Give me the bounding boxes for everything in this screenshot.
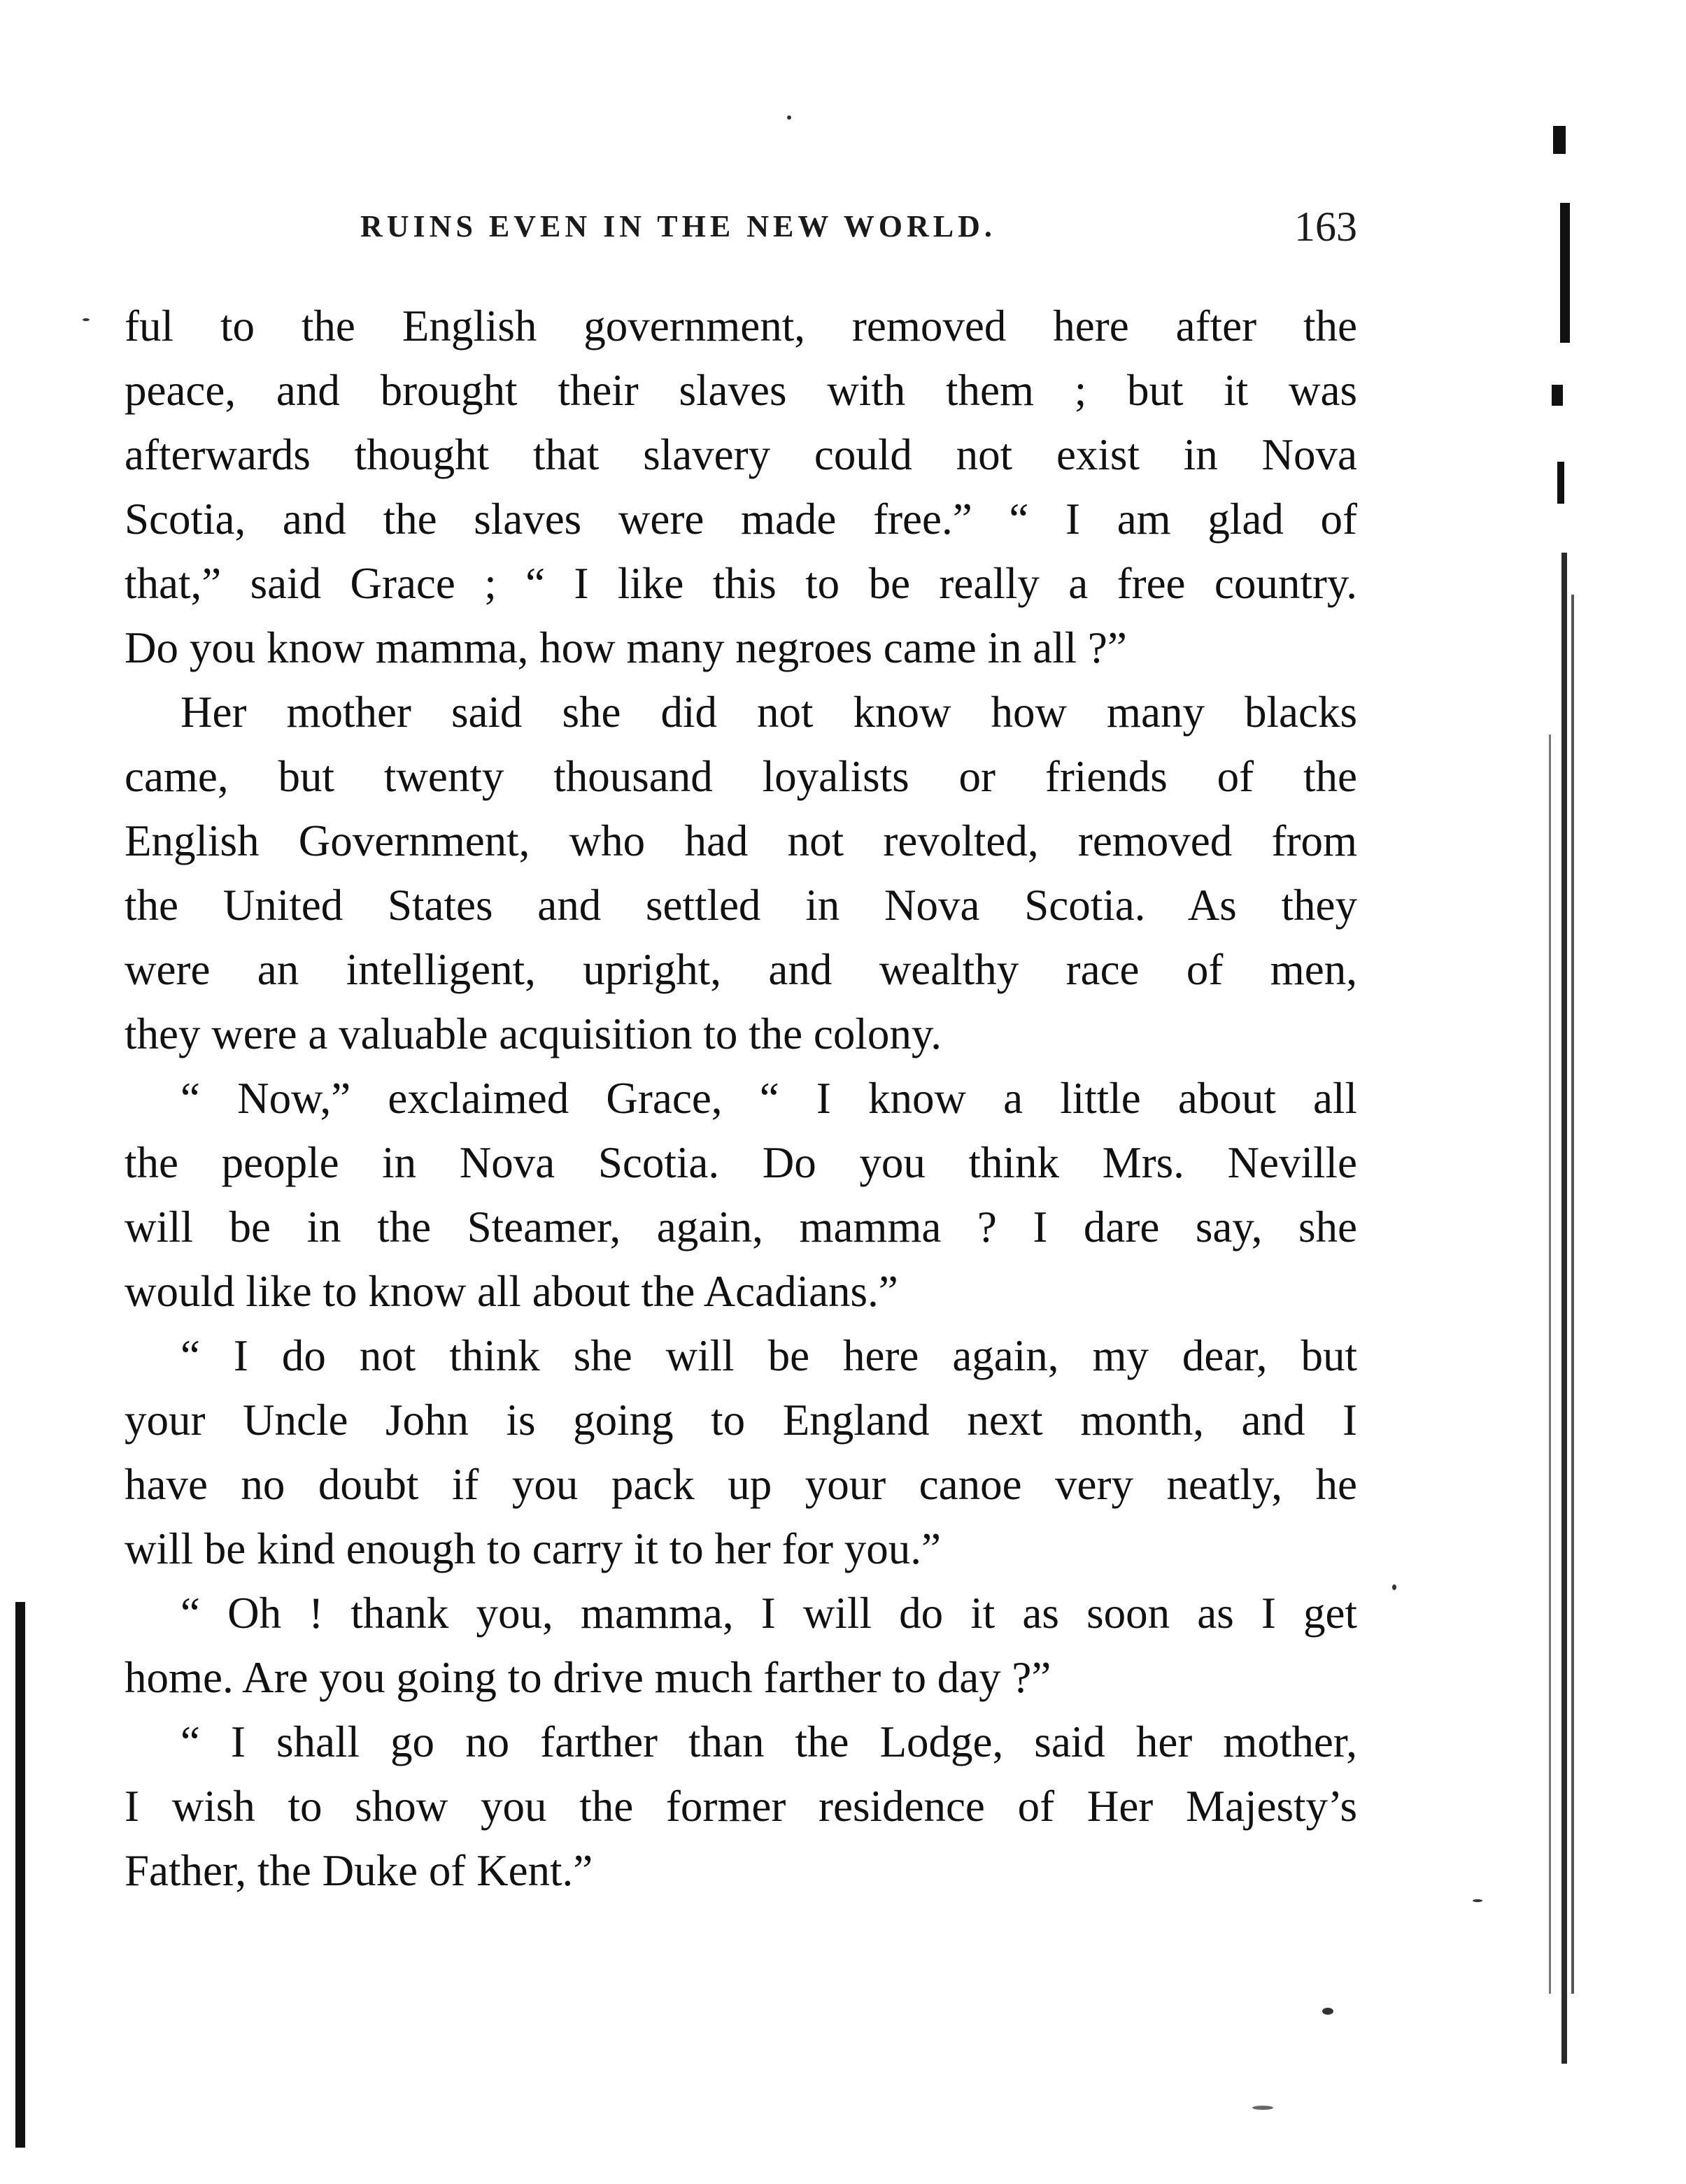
page-number: 163 xyxy=(1294,204,1357,250)
scan-mark xyxy=(1552,385,1563,406)
text-line: came, but twenty thousand loyalists or friends of the xyxy=(125,752,1357,801)
paragraph-4 xyxy=(125,1324,1357,1581)
speck xyxy=(83,318,90,321)
text-line: afterwards thought that slavery could not exist in Nova xyxy=(125,430,1357,479)
body-text xyxy=(125,294,1357,1903)
scan-mark xyxy=(1571,595,1574,1994)
text-line: Father, the Duke of Kent.” xyxy=(125,1846,593,1895)
page-header xyxy=(122,203,1357,259)
paragraph-3 xyxy=(125,1066,1357,1324)
scan-mark xyxy=(1557,462,1564,504)
text-line: your Uncle John is going to England next month, and I xyxy=(125,1396,1357,1445)
paragraph-5 xyxy=(125,1581,1357,1710)
text-line: “ Oh ! thank you, mamma, I will do it as soon as I get xyxy=(180,1589,1357,1638)
speck xyxy=(1322,2008,1333,2015)
text-line: would like to know all about the Acadians.” xyxy=(125,1267,898,1316)
text-line: English Government, who had not revolted, removed from xyxy=(125,816,1357,865)
text-line: the people in Nova Scotia. Do you think Mrs. Neville xyxy=(125,1138,1357,1187)
text-line: they were a valuable acquisition to the colony. xyxy=(125,1009,942,1058)
text-line: I wish to show you the former residence of Her Majesty’s xyxy=(125,1782,1357,1831)
text-line: peace, and brought their slaves with them ; but it was xyxy=(125,366,1357,415)
scan-mark xyxy=(1549,735,1551,1994)
text-line: will be kind enough to carry it to her for you.” xyxy=(125,1524,941,1573)
text-line: Her mother said she did not know how many blacks xyxy=(180,688,1357,737)
paragraph-6 xyxy=(125,1710,1357,1903)
paragraph-1 xyxy=(125,294,1357,680)
text-line: “ Now,” exclaimed Grace, “ I know a little about all xyxy=(180,1074,1357,1123)
text-line: Scotia, and the slaves were made free.” “ I am glad of xyxy=(125,495,1357,544)
binding-edge-artifact xyxy=(1546,105,1609,2078)
text-line: will be in the Steamer, again, mamma ? I dare say, she xyxy=(125,1203,1357,1251)
left-edge-artifact xyxy=(15,1602,25,2148)
text-line: “ I shall go no farther than the Lodge, said her mother, xyxy=(180,1717,1357,1766)
running-title: RUINS EVEN IN THE NEW WORLD. xyxy=(360,209,996,243)
scan-mark xyxy=(1553,126,1566,154)
text-line: that,” said Grace ; “ I like this to be really a free country. xyxy=(125,559,1357,608)
text-line: have no doubt if you pack up your canoe very neatly, he xyxy=(125,1460,1357,1509)
speck xyxy=(787,115,791,120)
scan-mark xyxy=(1560,203,1570,343)
text-line: home. Are you going to drive much farther to day ?” xyxy=(125,1653,1051,1702)
speck xyxy=(1392,1584,1396,1590)
text-line: the United States and settled in Nova Scotia. As they xyxy=(125,881,1357,930)
speck xyxy=(1473,1899,1482,1902)
paragraph-2 xyxy=(125,680,1357,1066)
text-line: ful to the English government, removed here after the xyxy=(125,302,1357,350)
scan-mark xyxy=(1561,553,1567,2064)
text-line: were an intelligent, upright, and wealthy race of men, xyxy=(125,945,1357,994)
speck xyxy=(1252,2106,1273,2110)
text-line: Do you know mamma, how many negroes came in all ?” xyxy=(125,623,1127,672)
text-line: “ I do not think she will be here again, my dear, but xyxy=(180,1331,1357,1380)
